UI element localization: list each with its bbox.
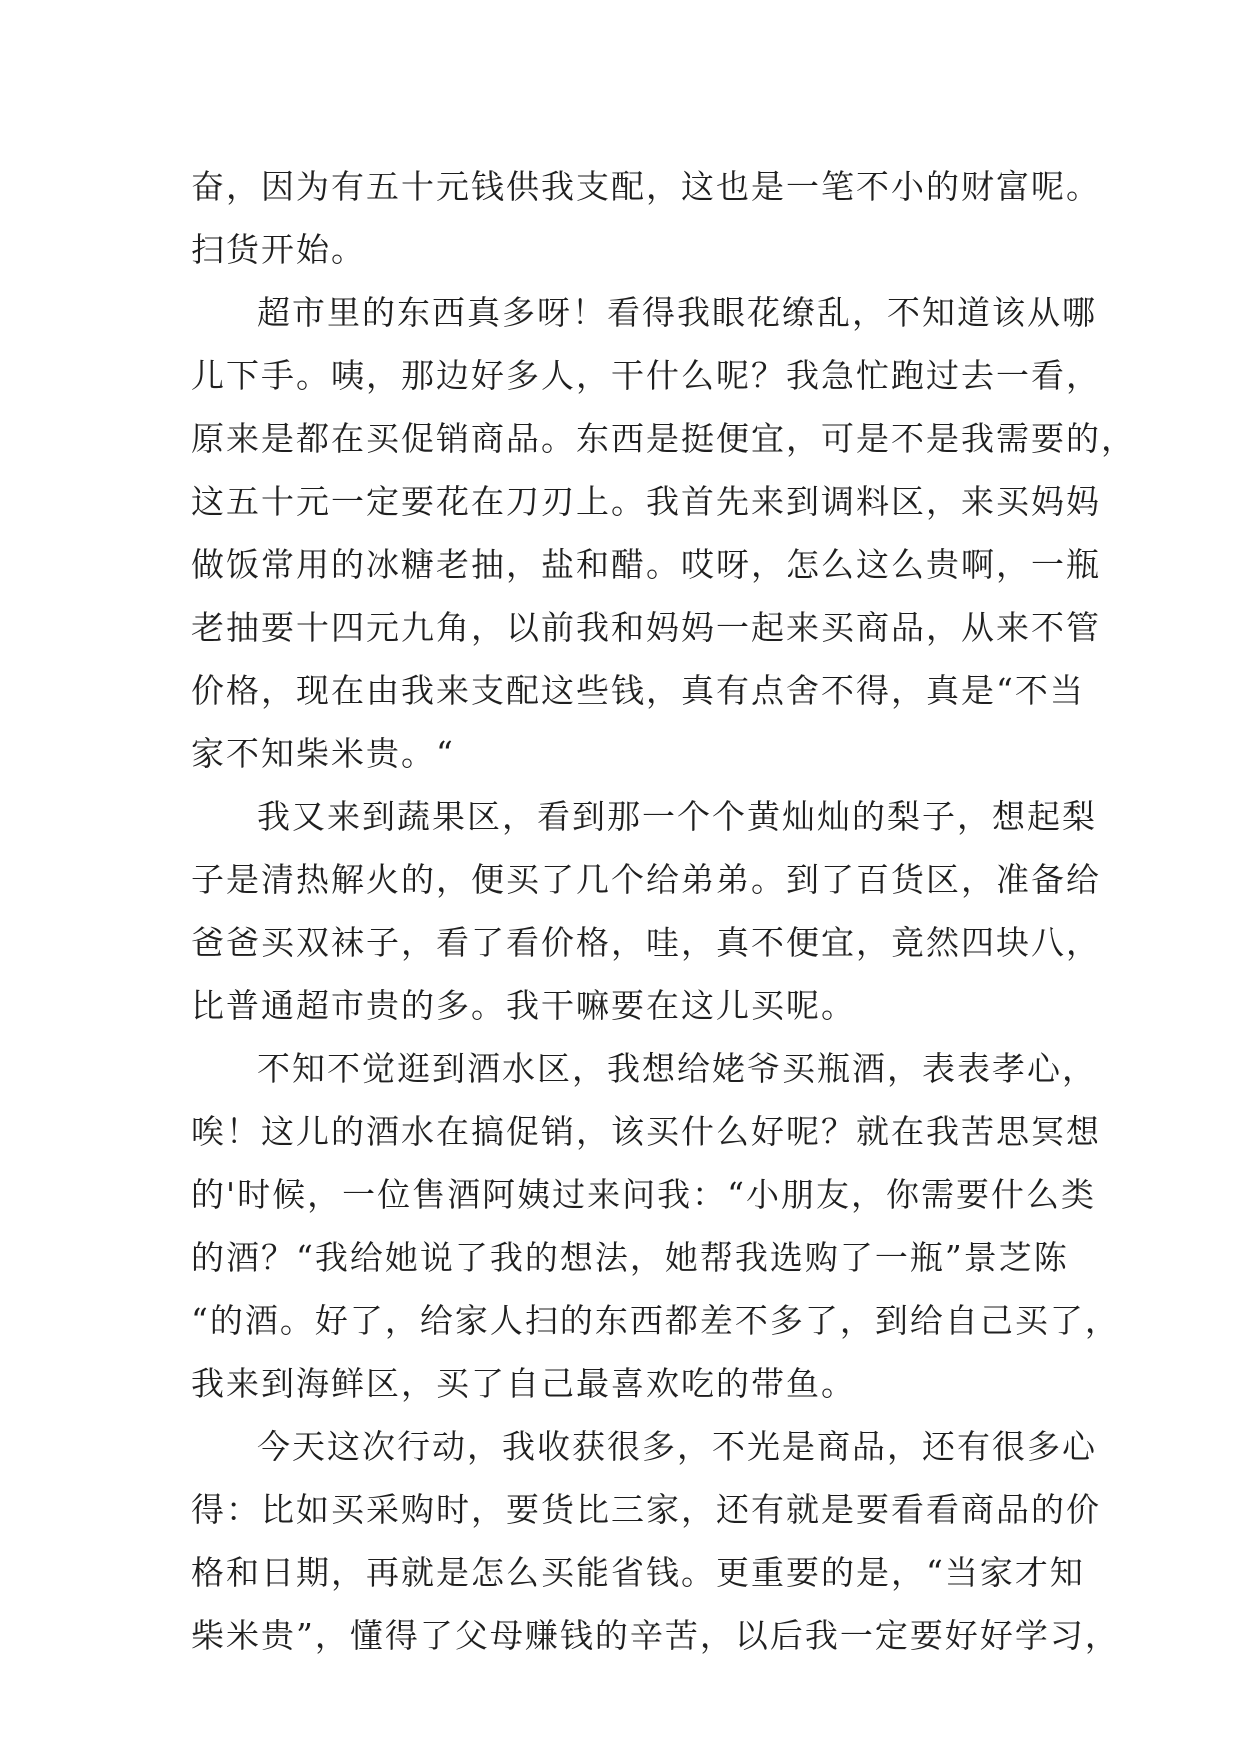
- essay-body: [191, 155, 1136, 1667]
- line-text: 柴米贵”，懂得了父母赚钱的辛苦，以后我一定要好好学习，: [191, 1616, 1120, 1655]
- text-line: [191, 974, 1071, 1037]
- text-line: [191, 1478, 1101, 1541]
- text-line: [191, 344, 1101, 407]
- text-line: [191, 1415, 1097, 1478]
- line-text: 价格，现在由我来支配这些钱，真有点舍不得，真是“不当: [191, 671, 1085, 710]
- line-text: 做饭常用的冰糖老抽，盐和醋。哎呀，怎么这么贵啊，一瓶: [191, 545, 1101, 584]
- text-line: [191, 1100, 1101, 1163]
- line-text: 子是清热解火的，便买了几个给弟弟。到了百货区，准备给: [191, 860, 1101, 899]
- text-line: [191, 659, 1085, 722]
- text-line: [191, 722, 1071, 785]
- text-line: [191, 1289, 1120, 1352]
- line-text: 原来是都在买促销商品。东西是挺便宜，可是不是我需要的，: [191, 419, 1136, 458]
- line-text: 我来到海鲜区，买了自己最喜欢吃的带鱼。: [191, 1364, 856, 1403]
- text-line: [191, 1541, 1085, 1604]
- line-text: 我又来到蔬果区，看到那一个个黄灿灿的梨子，想起梨: [257, 797, 1097, 836]
- text-line: [191, 281, 1097, 344]
- text-line: [191, 155, 1101, 218]
- line-text: 家不知柴米贵。“: [191, 734, 455, 773]
- line-text: 今天这次行动，我收获很多，不光是商品，还有很多心: [257, 1427, 1097, 1466]
- line-text: 比普通超市贵的多。我干嘛要在这儿买呢。: [191, 986, 856, 1025]
- line-text: 爸爸买双袜子，看了看价格，哇，真不便宜，竟然四块八，: [191, 923, 1101, 962]
- line-text: 超市里的东西真多呀！看得我眼花缭乱，不知道该从哪: [257, 293, 1097, 332]
- line-text: 儿下手。咦，那边好多人，干什么呢？我急忙跑过去一看，: [191, 356, 1101, 395]
- line-text: 的'时候，一位售酒阿姨过来问我：“小朋友，你需要什么类: [191, 1175, 1096, 1214]
- text-line: [191, 911, 1101, 974]
- text-line: [191, 785, 1097, 848]
- line-text: 老抽要十四元九角，以前我和妈妈一起来买商品，从来不管: [191, 608, 1101, 647]
- text-line: [191, 1037, 1097, 1100]
- text-line: [191, 218, 1071, 281]
- text-line: [191, 1163, 1096, 1226]
- line-text: 这五十元一定要花在刀刃上。我首先来到调料区，来买妈妈: [191, 482, 1101, 521]
- text-line: [191, 596, 1101, 659]
- text-line: [191, 533, 1101, 596]
- text-line: [191, 848, 1101, 911]
- text-line: [191, 407, 1136, 470]
- line-text: 扫货开始。: [191, 230, 366, 269]
- line-text: 得：比如买采购时，要货比三家，还有就是要看看商品的价: [191, 1490, 1101, 1529]
- line-text: 的酒？“我给她说了我的想法，她帮我选购了一瓶”景芝陈: [191, 1238, 1069, 1277]
- line-text: 唉！这儿的酒水在搞促销，该买什么好呢？就在我苦思冥想: [191, 1112, 1101, 1151]
- line-text: “的酒。好了，给家人扫的东西都差不多了，到给自己买了，: [191, 1301, 1120, 1340]
- text-line: [191, 1604, 1120, 1667]
- line-text: 不知不觉逛到酒水区，我想给姥爷买瓶酒，表表孝心，: [257, 1049, 1097, 1088]
- line-text: 格和日期，再就是怎么买能省钱。更重要的是，“当家才知: [191, 1553, 1085, 1592]
- text-line: [191, 470, 1101, 533]
- line-text: 奋，因为有五十元钱供我支配，这也是一笔不小的财富呢。: [191, 167, 1101, 206]
- text-line: [191, 1352, 1071, 1415]
- text-line: [191, 1226, 1071, 1289]
